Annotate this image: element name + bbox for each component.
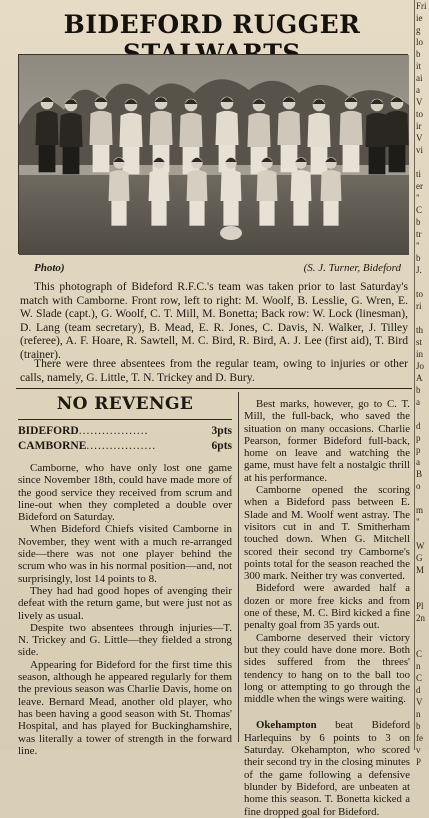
- harlequins-text: beat Bideford Harlequins by 6 points to 3 on Saturday. Okehampton, who scored their second try in the closing minutes of the game following a defensive blunder by Bideford, are unbeaten at home this season. T. Bonetta kicked a fine dropped goal for Bideford.: [244, 719, 410, 818]
- score-line-camborne: [18, 439, 232, 454]
- absentees-note: There were three absentees from the regular team, owing to injuries or other calls, namely, G. Little, T. N. Trickey and D. Bury.: [20, 357, 408, 384]
- report-paragraph: Camborne opened the scoring when a Bideford pass between E. Slade and M. Woolf went astray. The visitors cut in and T. Smitherham touched down. When G. Mitchell scored their second try Camborne's points total for the season reached the 300 mark. Neither try was converted.: [244, 484, 410, 583]
- column-divider: [238, 392, 239, 742]
- fragment-line: ": [416, 517, 420, 527]
- report-paragraph: Bideford were awarded half a dozen or more free kicks and from one of these, M. C. Bird kicked a fine penalty goal from 35 yards out.: [244, 582, 410, 632]
- report-right-column: [244, 398, 410, 818]
- fragment-line: [416, 312, 429, 324]
- fragment-line: vi: [416, 145, 424, 155]
- fragment-line: Fri: [416, 1, 427, 11]
- fragment-line: ie: [416, 13, 423, 23]
- fragment-line: b: [416, 49, 421, 59]
- fragment-line: it: [416, 61, 422, 71]
- fragment-line: d: [416, 685, 421, 695]
- fragment-line: p: [416, 445, 421, 455]
- report-paragraph: When Bideford Chiefs visited Camborne in November, they went with a much re-arranged side—there was not one player behind the scrum who was in his normal position—and, not surprisingly, lost 14 points to 8.: [18, 523, 232, 585]
- report-paragraph: Camborne, who have only lost one game since November 18th, could have made more of the good service they received from scrum and line-out when they completed a double over Bideford on Saturday.: [18, 462, 232, 524]
- team-points: 3pts: [211, 425, 232, 437]
- fragment-line: V: [416, 697, 423, 707]
- fragment-line: o: [416, 481, 421, 491]
- fragment-line: to: [416, 289, 424, 299]
- fragment-line: [416, 276, 429, 288]
- fragment-line: [416, 156, 429, 168]
- fragment-line: A: [416, 373, 423, 383]
- fragment-line: M: [416, 565, 425, 575]
- score-leader: ..................: [78, 425, 149, 437]
- fragment-line: in: [416, 349, 424, 359]
- rugby-ball: [220, 226, 242, 240]
- fragment-line: Jo: [416, 361, 425, 371]
- fragment-line: n: [416, 661, 421, 671]
- team-name: CAMBORNE: [18, 440, 87, 452]
- report-paragraph: They had had good hopes of avenging their defeat with the return game, but were just not as lively as usual.: [18, 584, 232, 622]
- fragment-line: er: [416, 181, 423, 191]
- fragment-line: [416, 624, 429, 636]
- fragment-line: st: [416, 337, 423, 347]
- section-divider: [16, 388, 412, 389]
- fragment-line: p: [416, 433, 421, 443]
- fragment-line: a: [416, 457, 420, 467]
- fragment-line: ri: [416, 301, 422, 311]
- fragment-line: m: [416, 505, 424, 515]
- fragment-line: C: [416, 205, 423, 215]
- report-left-column: [18, 392, 232, 757]
- report-paragraph: Appearing for Bideford for the first time this season, although he appeared regularly for them the previous season was Charlie Davis, home on leave. Bernard Mead, another old player, who has been having a good season with St. Thomas' Hospital, and has played for Buckinghamshire, was literally a tower of strength in the forward line.: [18, 658, 232, 757]
- harlequins-paragraph: [244, 719, 410, 817]
- fragment-line: a: [416, 85, 420, 95]
- report-paragraph: Despite two absentees through injuries—T. N. Trickey and G. Little—they fielded a strong side.: [18, 621, 232, 659]
- fragment-line: [416, 636, 429, 648]
- fragment-line: b: [416, 217, 421, 227]
- fragment-line: fe: [416, 733, 423, 743]
- column-divider-right: [414, 0, 415, 750]
- fragment-line: v: [416, 745, 421, 755]
- score-leader: ..................: [86, 440, 157, 452]
- fragment-line: C: [416, 673, 423, 683]
- report-paragraph: Best marks, however, go to C. T. Mill, the full-back, who saved the situation on many occasions. Charlie Pearson, former Bideford full-back, home on leave and watching the game, must have felt a nostalgic thrill at his performance.: [244, 398, 410, 484]
- fragment-line: d: [416, 421, 421, 431]
- fragment-line: [416, 576, 429, 588]
- fragment-line: b: [416, 721, 421, 731]
- fragment-line: Pl: [416, 601, 424, 611]
- fragment-line: tr: [416, 229, 422, 239]
- fragment-line: lo: [416, 37, 424, 47]
- fragment-line: B: [416, 469, 423, 479]
- report-heading: NO REVENGE: [18, 394, 232, 420]
- fragment-line: b: [416, 385, 421, 395]
- team-name: BIDEFORD: [18, 425, 79, 437]
- photo-credit-label: Photo): [34, 262, 65, 274]
- report-paragraph: Camborne deserved their victory but they could have done more. Both sides suffered from the threes' tendency to hang on to the ball too long or attempting to go through the middle when the wings were waiting.: [244, 631, 410, 706]
- fragment-line: n: [416, 709, 421, 719]
- fragment-line: ti: [416, 169, 422, 179]
- fragment-line: V: [416, 133, 423, 143]
- fragment-line: ": [416, 241, 420, 251]
- fragment-line: to: [416, 109, 424, 119]
- fragment-line: J.: [416, 265, 422, 275]
- fragment-line: 2n: [416, 613, 425, 623]
- team-photo-image: [19, 55, 409, 255]
- fragment-line: [416, 492, 429, 504]
- fragment-line: W: [416, 541, 425, 551]
- adjacent-column-fragment: [416, 0, 429, 767]
- score-line-bideford: [18, 424, 232, 439]
- harlequins-lead: Okehampton: [256, 719, 317, 732]
- fragment-line: C: [416, 649, 423, 659]
- fragment-line: ir: [416, 121, 422, 131]
- fragment-line: ": [416, 193, 420, 203]
- photo-caption: This photograph of Bideford R.F.C.'s team was taken prior to last Saturday's match with Camborne. Front row, left to right: M. Woolf, B. Lesslie, G. Wren, E. W. Slade (capt.), G. Woolf, C. T. Mill, M. Bonetta; Back row: W. Lock (linesman), D. Lang (team secretary), B. Mead, E. R. Jones, C. Davis, N. Walker, J. Tilley (referee), A. F. Hoare, R. Sawtell, M. C. Bird, R. Bird, A. J. Lee (first aid), T. Bird (trainer).: [20, 280, 408, 361]
- fragment-line: g: [416, 25, 421, 35]
- fragment-line: [416, 408, 429, 420]
- fragment-line: b: [416, 253, 421, 263]
- team-photo: [18, 54, 408, 254]
- fragment-line: [416, 588, 429, 600]
- headline: BIDEFORD RUGGER: [63, 10, 361, 39]
- fragment-line: ai: [416, 73, 423, 83]
- team-points: 6pts: [211, 440, 232, 452]
- fragment-line: [416, 528, 429, 540]
- score-block: [18, 424, 232, 454]
- fragment-line: G: [416, 553, 423, 563]
- fragment-line: th: [416, 325, 424, 335]
- fragment-line: V: [416, 97, 423, 107]
- fragment-line: a: [416, 397, 420, 407]
- fragment-line: P: [416, 757, 422, 767]
- photo-credit-name: (S. J. Turner, Bideford: [303, 262, 401, 274]
